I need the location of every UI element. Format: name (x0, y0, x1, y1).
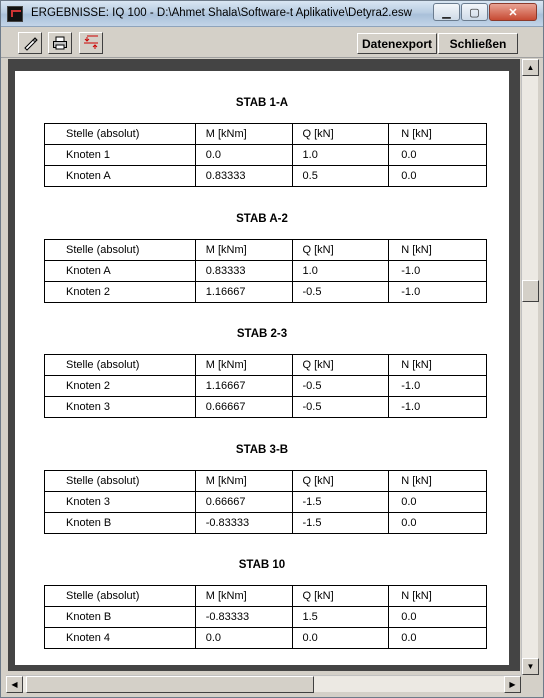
scale-button[interactable] (79, 32, 103, 54)
column-header: Stelle (absolut) (45, 586, 196, 607)
table-row (45, 145, 487, 166)
close-button[interactable]: Schließen (438, 33, 518, 54)
results-table (44, 354, 487, 418)
table-header-row (45, 355, 487, 376)
table-cell: 0.0 (389, 145, 487, 166)
table-cell: -0.5 (292, 376, 389, 397)
table-cell: -1.5 (292, 491, 389, 512)
table-cell: -1.0 (389, 376, 487, 397)
table-row (45, 281, 487, 302)
table-cell: 1.16667 (195, 281, 292, 302)
table-cell: 1.16667 (195, 376, 292, 397)
table-cell: 0.0 (389, 512, 487, 533)
table-cell: Knoten 4 (45, 628, 196, 649)
table-cell: 0.0 (292, 628, 389, 649)
section-title: STAB 1-A (235, 97, 289, 109)
vertical-scrollbar[interactable] (521, 59, 538, 675)
table-cell: Knoten B (45, 512, 196, 533)
table-cell: -0.83333 (195, 512, 292, 533)
print-button[interactable] (48, 32, 72, 54)
close-icon: ✕ (508, 6, 518, 19)
table-cell: Knoten A (45, 260, 196, 281)
arrow-down-icon: ▼ (526, 662, 535, 671)
report-page (15, 71, 509, 665)
column-header: N [kN] (389, 586, 487, 607)
toolbar (1, 28, 543, 58)
minimize-icon: ▁ (442, 6, 451, 19)
table-cell: -1.0 (389, 260, 487, 281)
section-title: STAB 2-3 (236, 328, 288, 340)
table-cell: 0.83333 (195, 260, 292, 281)
table-cell: -1.0 (389, 281, 487, 302)
maximize-button[interactable] (461, 3, 488, 21)
column-header: Q [kN] (292, 586, 389, 607)
column-header: N [kN] (389, 124, 487, 145)
arrow-right-icon: ▶ (509, 680, 516, 689)
results-table (44, 470, 487, 534)
column-header: N [kN] (389, 470, 487, 491)
table-row (45, 397, 487, 418)
table-cell: 1.0 (292, 145, 389, 166)
export-button[interactable]: Datenexport (357, 33, 437, 54)
scale-arrows-icon (83, 35, 99, 51)
table-row (45, 628, 487, 649)
section-title: STAB 10 (238, 559, 286, 571)
scroll-right-button[interactable] (504, 676, 521, 693)
results-table (44, 585, 487, 649)
table-cell: 0.0 (389, 166, 487, 187)
table-cell: -1.5 (292, 512, 389, 533)
table-row (45, 512, 487, 533)
scrollbar-corner (521, 675, 538, 692)
printer-icon (52, 35, 68, 51)
table-row (45, 376, 487, 397)
table-cell: Knoten 3 (45, 491, 196, 512)
table-cell: 1.5 (292, 607, 389, 628)
column-header: Q [kN] (292, 239, 389, 260)
column-header: M [kNm] (195, 586, 292, 607)
table-header-row (45, 239, 487, 260)
column-header: Q [kN] (292, 470, 389, 491)
horizontal-scroll-thumb[interactable] (26, 676, 314, 693)
table-cell: -0.83333 (195, 607, 292, 628)
column-header: N [kN] (389, 239, 487, 260)
table-cell: 0.5 (292, 166, 389, 187)
window-title: ERGEBNISSE: IQ 100 - D:\Ahmet Shala\Software-t Aplikative\Detyra2.esw (31, 7, 412, 19)
table-cell: 1.0 (292, 260, 389, 281)
table-cell: 0.83333 (195, 166, 292, 187)
column-header: Q [kN] (292, 355, 389, 376)
column-header: Stelle (absolut) (45, 239, 196, 260)
table-cell: Knoten 2 (45, 281, 196, 302)
table-cell: Knoten 3 (45, 397, 196, 418)
section-title: STAB A-2 (236, 212, 288, 225)
table-cell: 0.0 (195, 628, 292, 649)
scroll-up-button[interactable] (522, 59, 539, 76)
table-row (45, 166, 487, 187)
table-cell: 0.0 (389, 628, 487, 649)
scroll-down-button[interactable] (522, 658, 539, 675)
title-bar[interactable] (1, 1, 543, 27)
table-cell: 0.0 (389, 491, 487, 512)
table-cell: Knoten 1 (45, 145, 196, 166)
arrow-left-icon: ◀ (11, 680, 18, 689)
table-row (45, 607, 487, 628)
table-cell: 0.0 (195, 145, 292, 166)
column-header: M [kNm] (195, 124, 292, 145)
section-title: STAB 3-B (235, 443, 289, 456)
table-cell: -0.5 (292, 397, 389, 418)
pen-icon (22, 35, 38, 51)
table-cell: Knoten B (45, 607, 196, 628)
column-header: Q [kN] (292, 124, 389, 145)
table-header-row (45, 470, 487, 491)
table-cell: -0.5 (292, 281, 389, 302)
scroll-left-button[interactable] (6, 676, 23, 693)
column-header: Stelle (absolut) (45, 355, 196, 376)
table-cell: -1.0 (389, 397, 487, 418)
table-cell: Knoten A (45, 166, 196, 187)
maximize-icon: ▢ (469, 6, 480, 19)
minimize-button[interactable] (433, 3, 460, 21)
table-cell: 0.66667 (195, 491, 292, 512)
column-header: Stelle (absolut) (45, 470, 196, 491)
horizontal-scrollbar[interactable] (6, 675, 521, 692)
table-header-row (45, 124, 487, 145)
close-window-button[interactable] (489, 3, 537, 21)
edit-button[interactable] (18, 32, 42, 54)
column-header: M [kNm] (195, 239, 292, 260)
app-icon (7, 6, 23, 22)
table-row (45, 260, 487, 281)
column-header: M [kNm] (195, 470, 292, 491)
column-header: N [kN] (389, 355, 487, 376)
results-table (44, 239, 487, 303)
table-cell: Knoten 2 (45, 376, 196, 397)
table-cell: 0.66667 (195, 397, 292, 418)
column-header: M [kNm] (195, 355, 292, 376)
column-header: Stelle (absolut) (45, 124, 196, 145)
table-cell: 0.0 (389, 607, 487, 628)
table-row (45, 491, 487, 512)
arrow-up-icon: ▲ (526, 63, 535, 72)
table-header-row (45, 586, 487, 607)
vertical-scroll-thumb[interactable] (522, 280, 539, 302)
results-table (44, 123, 487, 187)
